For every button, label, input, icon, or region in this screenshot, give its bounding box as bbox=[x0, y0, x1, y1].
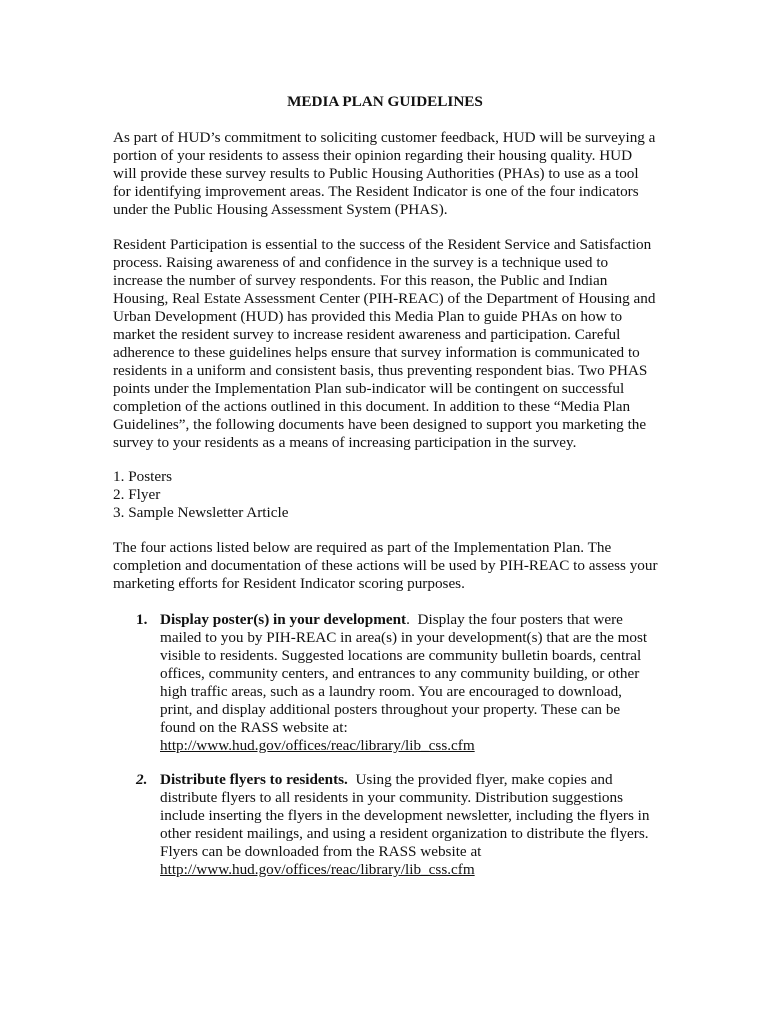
text-line: adherence to these guidelines helps ensure that survey information is communicated to bbox=[113, 344, 640, 361]
item-heading: Distribute flyers to residents. bbox=[160, 771, 348, 788]
text-line: completion and documentation of these actions will be used by PIH-REAC to assess your bbox=[113, 557, 658, 574]
text-line: Resident Participation is essential to the success of the Resident Service and Satisfaction bbox=[113, 236, 652, 253]
text-line: distribute flyers to all residents in your community. Distribution suggestions bbox=[160, 789, 624, 806]
text-line: portion of your residents to assess their opinion regarding their housing quality. HUD bbox=[113, 147, 633, 164]
text-line: completion of the actions outlined in this document. In addition to these “Media Plan bbox=[113, 398, 631, 415]
text-line: survey to your residents as a means of increasing participation in the survey. bbox=[113, 434, 577, 451]
item-number: 2. bbox=[136, 771, 148, 788]
text-line: marketing efforts for Resident Indicator scoring purposes. bbox=[113, 575, 465, 592]
participation-paragraph bbox=[113, 236, 655, 452]
text-line: print, and display additional posters throughout your property. These can be bbox=[160, 701, 621, 718]
text-line: increase the number of survey respondents. For this reason, the Public and Indian bbox=[113, 272, 608, 289]
item-number: 1. bbox=[136, 611, 148, 628]
actions-intro-paragraph bbox=[113, 539, 658, 593]
text-line: high traffic areas, such as a laundry room. You are encouraged to download, bbox=[160, 683, 622, 700]
text-line: process. Raising awareness of and confidence in the survey is a technique used to bbox=[113, 254, 609, 271]
text-line: found on the RASS website at: bbox=[160, 719, 348, 736]
action-item-posters bbox=[136, 611, 647, 755]
intro-paragraph bbox=[113, 129, 655, 219]
list-item: 2. Flyer bbox=[113, 486, 161, 503]
rass-website-link[interactable]: http://www.hud.gov/offices/reac/library/lib_css.cfm bbox=[160, 737, 475, 754]
text-line: for identifying improvement areas. The Resident Indicator is one of the four indicators bbox=[113, 183, 639, 200]
rass-website-link[interactable]: http://www.hud.gov/offices/reac/library/lib_css.cfm bbox=[160, 861, 475, 878]
text-line: Flyers can be downloaded from the RASS website at bbox=[160, 843, 482, 860]
list-item: 3. Sample Newsletter Article bbox=[113, 504, 289, 521]
text-line: As part of HUD’s commitment to soliciting customer feedback, HUD will be surveying a bbox=[113, 129, 656, 146]
text-line: Using the provided flyer, make copies and bbox=[347, 771, 613, 788]
text-line: include inserting the flyers in the development newsletter, including the flyers in bbox=[160, 807, 650, 824]
text-line: Urban Development (HUD) has provided this Media Plan to guide PHAs on how to bbox=[113, 308, 623, 325]
text-line: Guidelines”, the following documents have been designed to support you marketing the bbox=[113, 416, 647, 433]
text-line: will provide these survey results to Public Housing Authorities (PHAs) to use as a tool bbox=[113, 165, 639, 182]
text-line: visible to residents. Suggested locations are community bulletin boards, central bbox=[160, 647, 642, 664]
text-line: Housing, Real Estate Assessment Center (PIH-REAC) of the Department of Housing and bbox=[113, 290, 656, 307]
text-line: mailed to you by PIH-REAC in area(s) in your development(s) that are the most bbox=[160, 629, 648, 646]
text-line: offices, community centers, and entrances to any community building, or other bbox=[160, 665, 640, 682]
action-item-flyers bbox=[136, 771, 649, 879]
text-line: . Display the four posters that were bbox=[406, 611, 623, 628]
documents-list bbox=[113, 468, 288, 522]
text-line: other resident mailings, and using a resident organization to distribute the flyers. bbox=[160, 825, 649, 842]
text-line: The four actions listed below are required as part of the Implementation Plan. The bbox=[113, 539, 612, 556]
item-heading: Display poster(s) in your development bbox=[160, 611, 407, 628]
document-title: MEDIA PLAN GUIDELINES bbox=[287, 93, 483, 110]
list-item: 1. Posters bbox=[113, 468, 173, 485]
text-line: points under the Implementation Plan sub-indicator will be contingent on successful bbox=[113, 380, 625, 397]
text-line: market the resident survey to increase resident awareness and participation. Careful bbox=[113, 326, 621, 343]
text-line: under the Public Housing Assessment System (PHAS). bbox=[113, 201, 448, 218]
text-line: residents in a uniform and consistent basis, thus preventing respondent bias. Two PHAS bbox=[113, 362, 648, 379]
